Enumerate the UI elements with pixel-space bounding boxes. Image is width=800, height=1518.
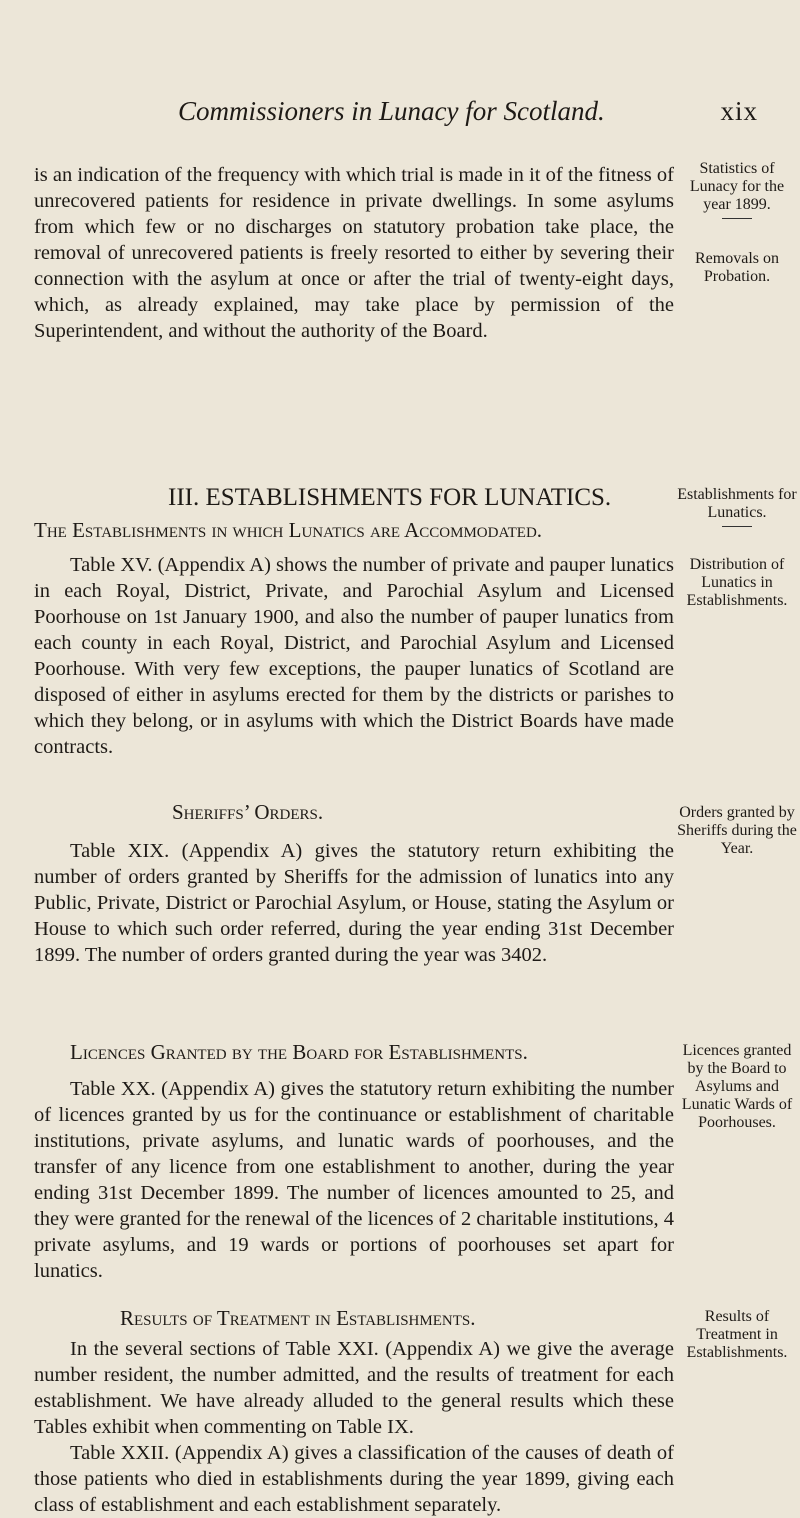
paragraph-table-xv: Table XV. (Appendix A) shows the number of private and pauper lunatics in each Royal, District, Private, and Parochial Asylum and Licensed Poorhouse on 1st January 1900, and also the number of pauper lunatics from each county in each Royal, District, and Parochial Asylum and Licensed Poorhouse. With very few exceptions, the pauper lunatics of Scotland are disposed of either in asylums erected for them by the districts or parishes to which they belong, or in asylums with which the District Boards have made contracts.	[34, 554, 674, 758]
margin-note-establishments: Establishments for Lunatics.	[676, 486, 798, 533]
running-title: Commissioners in Lunacy for Scotland.	[178, 96, 605, 126]
margin-rule	[722, 526, 752, 527]
paragraph-table-xxi: In the several sections of Table XXI. (Appendix A) we give the average number resident, the number admitted, and the results of treatment for each establishment. We have already alluded to the general results which these Tables exhibit when commenting on Table IX. Table XXII. (Appendix A) gives a classification of the causes of death of those patients who died in establishments during the year 1899, giving each class of establishment and each establishment separately.	[34, 1338, 674, 1516]
paragraph-table-xx: Table XX. (Appendix A) gives the statutory return exhibiting the number of licences granted by us for the continuance or establishment of charitable institutions, private asylums, and lunatic wards of poorhouses, and the transfer of any licence from one establishment to another, during the year ending 31st December 1899. The number of licences amounted to 25, and they were granted for the renewal of the licences of 2 charitable institutions, 4 private asylums, and 19 wards or portions of poorhouses set apart for lunatics.	[34, 1078, 674, 1282]
margin-note-licences: Licences granted by the Board to Asylums and Lunatic Wards of Poorhouses.	[681, 1042, 793, 1131]
subheading-sheriffs-orders: Sheriffs’ Orders.	[172, 800, 324, 824]
paragraph-table-xix: Table XIX. (Appendix A) gives the statutory return exhibiting the number of orders granted by Sheriffs for the admission of lunatics into any Public, Private, District or Parochial Asylum, or House, stating the Asylum or House to which such order referred, during the year ending 31st December 1899. The number of orders granted during the year was 3402.	[34, 840, 674, 966]
paragraph-table-xxii: Table XXII. (Appendix A) gives a classification of the causes of death of those patients who died in establishments during the year 1899, giving each class of establishment and each establishment separately.	[34, 1442, 674, 1516]
margin-note-results: Results of Treatment in Establishments.	[686, 1308, 788, 1361]
margin-note-sheriffs: Orders granted by Sheriffs during the Year.	[677, 804, 797, 857]
subheading-licences: Licences Granted by the Board for Establishments.	[70, 1040, 528, 1064]
page-number: xix	[720, 96, 758, 126]
running-head	[178, 96, 758, 127]
margin-rule	[722, 218, 752, 219]
subheading-accommodation: The Establishments in which Lunatics are Accommodated.	[34, 518, 543, 542]
subheading-results: Results of Treatment in Establishments.	[120, 1306, 476, 1330]
paragraph-probation: is an indication of the frequency with which trial is made in it of the fitness of unrecovered patients for residence in private dwellings. In some asylums from which few or no discharges on statutory probation take place, the removal of unrecovered patients is freely resorted to either by severing their connection with the asylum at once or after the trial of twenty-eight days, which, as already explained, may take place by permission of the Superintendent, and without the authority of the Board.	[34, 164, 674, 342]
margin-note-distribution: Distribution of Lunatics in Establishments.	[686, 556, 788, 609]
margin-note-removals: Removals on Probation.	[695, 250, 779, 285]
margin-note-statistics: Statistics of Lunacy for the year 1899.	[676, 160, 798, 225]
section-title: III. ESTABLISHMENTS FOR LUNATICS.	[168, 484, 612, 511]
